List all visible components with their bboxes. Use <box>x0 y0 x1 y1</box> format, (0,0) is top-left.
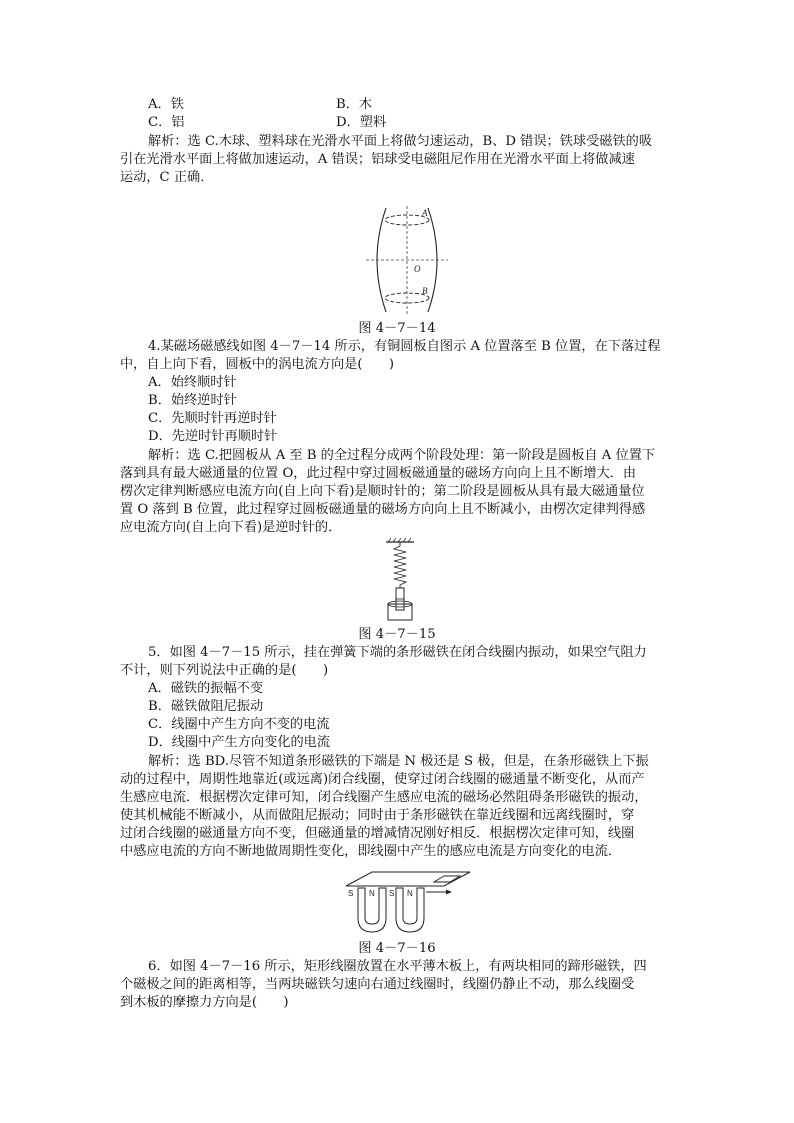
q3-analysis-line: 引在光滑水平面上将做加速运动，A 错误；铝球受电磁阻尼作用在光滑水平面上将做减速 <box>120 152 635 167</box>
q4-analysis-line: 落到具有最大磁通量的位置 O，此过程中穿过圆板磁通量的磁场方向向上且不断增大．由 <box>120 466 637 481</box>
magnetic-field-lines-figure <box>364 204 450 316</box>
q3-option-a: A．铁 <box>148 97 184 112</box>
q4-option: B．始终逆时针 <box>148 393 237 408</box>
q6-stem-line: 到木板的摩擦力方向是( ) <box>120 995 289 1010</box>
spring-magnet-figure <box>380 538 420 624</box>
figure-caption: 图 4－7－16 <box>358 941 436 956</box>
q6-stem-line: 6．如图 4－7－16 所示，矩形线圈放置在水平薄木板上，有两块相同的蹄形磁铁，四 <box>148 959 647 974</box>
q5-analysis-line: 动的过程中，周期性地靠近(或远离)闭合线圈，使穿过闭合线圈的磁通量不断变化，从而产 <box>120 772 645 787</box>
q4-analysis-line: 解析：选 C.把圆板从 A 至 B 的全过程分成两个阶段处理：第一阶段是圆板自 A 位置下 <box>148 448 656 463</box>
q5-analysis-line: 解析：选 BD.尽管不知道条形磁铁的下端是 N 极还是 S 极，但是，在条形磁铁上下振 <box>148 754 649 769</box>
horseshoe-magnets-figure <box>336 866 476 938</box>
q3-analysis-line: 运动，C 正确． <box>120 170 214 185</box>
pole-s2: S <box>389 889 395 898</box>
q5-stem-line: 5．如图 4－7－15 所示，挂在弹簧下端的条形磁铁在闭合线圈内振动，如果空气阻力 <box>148 645 647 660</box>
q4-analysis-line: 置 O 落到 B 位置，此过程穿过圆板磁通量的磁场方向向上且不断减小，由楞次定律判得感 <box>120 502 646 517</box>
q4-option: D．先逆时针再顺时针 <box>148 429 278 444</box>
q3-analysis-line: 解析：选 C.木球、塑料球在光滑水平面上将做匀速运动，B、D 错误；铁球受磁铁的吸 <box>148 134 653 149</box>
label-a: A <box>422 208 428 218</box>
q3-option-b: B．木 <box>336 97 373 112</box>
q5-analysis-line: 使其机械能不断减小，从而做阻尼振动；同时由于条形磁铁在靠近线圈和远离线圈时，穿 <box>120 808 635 823</box>
pole-s1: S <box>348 889 354 898</box>
q4-option: A．始终顺时针 <box>148 375 237 390</box>
label-o: O <box>414 264 421 274</box>
q5-analysis-line: 过闭合线圈的磁通量方向不变，但磁通量的增减情况刚好相反．根据楞次定律可知，线圈 <box>120 826 635 841</box>
q3-option-c: C．铝 <box>148 115 185 130</box>
q5-analysis-line: 生感应电流．根据楞次定律可知，闭合线圈产生感应电流的磁场必然阻碍条形磁铁的振动， <box>120 790 648 805</box>
q4-analysis-line: 楞次定律判断感应电流方向(自上向下看)是顺时针的；第二阶段是圆板从具有最大磁通量位 <box>120 484 645 499</box>
pole-n2: N <box>407 889 413 898</box>
q4-option: C．先顺时针再逆时针 <box>148 411 277 426</box>
q3-option-d: D．塑料 <box>336 115 387 130</box>
label-b: B <box>422 286 428 296</box>
figure-caption: 图 4－7－15 <box>358 627 436 642</box>
q4-stem-line: 中，自上向下看，圆板中的涡电流方向是( ) <box>120 357 395 372</box>
wooden-board <box>346 872 470 886</box>
q5-stem-line: 不计，则下列说法中正确的是( ) <box>120 663 329 678</box>
q6-stem-line: 个磁极之间的距离相等，当两块磁铁匀速向右通过线圈时，线圈仍静止不动，那么线圈受 <box>120 977 635 992</box>
spring <box>394 542 406 588</box>
q4-stem-line: 4.某磁场磁感线如图 4－7－14 所示，有铜圆板自图示 A 位置落至 B 位置，在下落过程 <box>148 339 661 354</box>
q5-option: A．磁铁的振幅不变 <box>148 681 264 696</box>
q5-analysis-line: 中感应电流的方向不断地做周期性变化，即线圈中产生的感应电流是方向变化的电流． <box>120 844 622 859</box>
figure-caption: 图 4－7－14 <box>358 321 436 336</box>
pole-n1: N <box>369 889 375 898</box>
q4-analysis-line: 应电流方向(自上向下看)是逆时针的． <box>120 520 342 535</box>
q5-option: B．磁铁做阻尼振动 <box>148 699 264 714</box>
q5-option: C．线圈中产生方向不变的电流 <box>148 717 330 732</box>
q5-option: D．线圈中产生方向变化的电流 <box>148 735 331 750</box>
